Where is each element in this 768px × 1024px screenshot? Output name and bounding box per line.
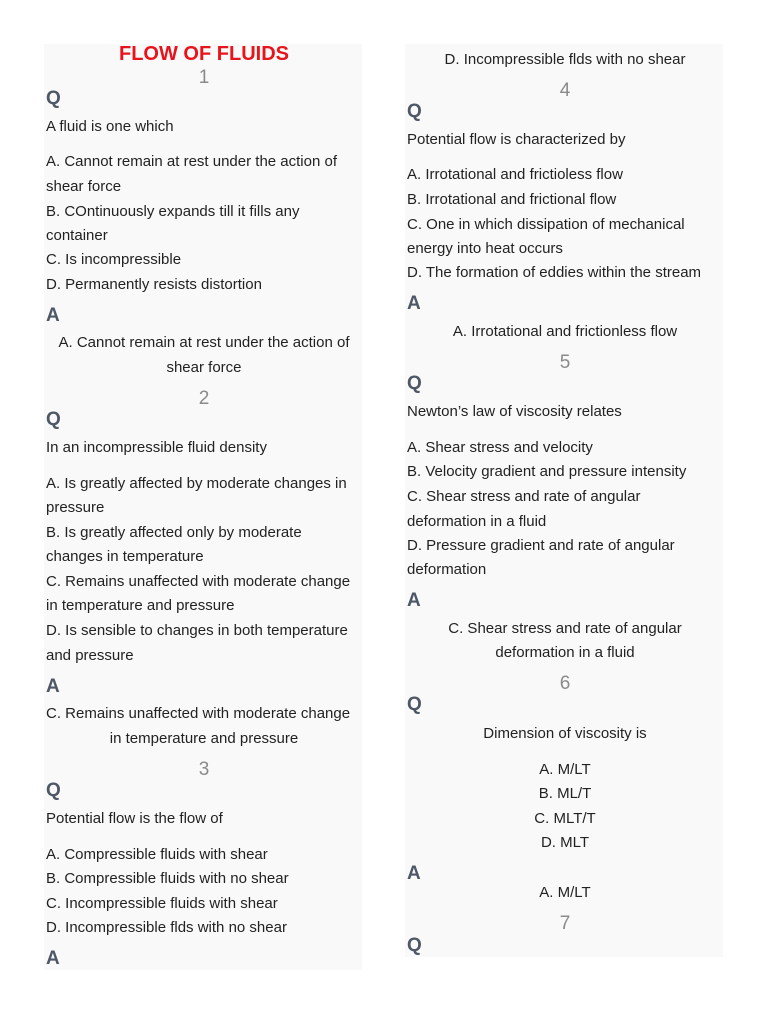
- option-line: A. M/LT: [539, 761, 591, 778]
- q-label: Q: [46, 780, 61, 801]
- q-label: Q: [407, 694, 422, 715]
- option-line: in temperature and pressure: [46, 597, 235, 614]
- option-line: D. Incompressible flds with no shear: [46, 919, 287, 936]
- option-line: C. Remains unaffected with moderate change: [46, 573, 351, 590]
- a-label: A: [46, 676, 60, 697]
- question-number: 6: [559, 673, 571, 694]
- q-label: Q: [407, 373, 422, 394]
- answer-line: shear force: [166, 359, 242, 376]
- option-line: C. MLT/T: [534, 810, 596, 827]
- option-line: A. Irrotational and frictioless flow: [407, 166, 623, 183]
- answer-line: A. Irrotational and frictionless flow: [452, 323, 678, 340]
- option-line: deformation in a fluid: [407, 513, 547, 530]
- option-line: B. Velocity gradient and pressure intensity: [407, 463, 687, 480]
- answer-line: A. Cannot remain at rest under the action of: [58, 334, 350, 351]
- answer-line: A. M/LT: [539, 884, 591, 901]
- option-line: D. MLT: [540, 834, 590, 851]
- option-line: B. ML/T: [538, 785, 592, 802]
- answer-line: deformation in a fluid: [495, 644, 635, 661]
- q-label: Q: [46, 88, 61, 109]
- q-label: Q: [46, 409, 61, 430]
- option-line: deformation: [407, 561, 487, 578]
- option-line: B. Is greatly affected only by moderate: [46, 524, 302, 541]
- answer-line: C. Remains unaffected with moderate change: [46, 705, 351, 722]
- page-title: FLOW OF FLUIDS: [119, 43, 289, 65]
- option-line: container: [46, 227, 108, 244]
- question-number: 7: [559, 913, 571, 934]
- option-line: B. Irrotational and frictional flow: [407, 191, 617, 208]
- a-label: A: [407, 863, 421, 884]
- option-line: B. Compressible fluids with no shear: [46, 870, 289, 887]
- option-line: A. Cannot remain at rest under the action of: [46, 153, 337, 170]
- option-line: and pressure: [46, 647, 134, 664]
- a-label: A: [46, 948, 60, 969]
- left-column: [44, 44, 362, 970]
- option-line: pressure: [46, 499, 105, 516]
- option-line: D. The formation of eddies within the stream: [407, 264, 702, 281]
- option-line: A. Compressible fluids with shear: [46, 846, 268, 863]
- question-number: 1: [198, 67, 210, 88]
- option-line: C. Is incompressible: [46, 251, 182, 268]
- question-text: Potential flow is the flow of: [46, 810, 223, 827]
- option-line: D. Is sensible to changes in both temperature: [46, 622, 348, 639]
- option-line: A. Is greatly affected by moderate changes in: [46, 475, 347, 492]
- a-label: A: [46, 305, 60, 326]
- option-line: C. One in which dissipation of mechanical: [407, 216, 685, 233]
- option-line: B. COntinuously expands till it fills any: [46, 203, 300, 220]
- answer-line: D. Incompressible flds with no shear: [444, 51, 686, 68]
- question-text: Potential flow is characterized by: [407, 131, 626, 148]
- question-text: A fluid is one which: [46, 118, 174, 135]
- question-number: 5: [559, 352, 571, 373]
- question-number: 2: [198, 388, 210, 409]
- option-line: shear force: [46, 178, 122, 195]
- question-text: Newton’s law of viscosity relates: [407, 403, 622, 420]
- question-number: 4: [559, 80, 571, 101]
- question-text: Dimension of viscosity is: [483, 725, 647, 742]
- option-line: changes in temperature: [46, 548, 204, 565]
- q-label: Q: [407, 101, 422, 122]
- option-line: A. Shear stress and velocity: [407, 439, 593, 456]
- option-line: D. Pressure gradient and rate of angular: [407, 537, 675, 554]
- q-label: Q: [407, 935, 422, 956]
- a-label: A: [407, 293, 421, 314]
- option-line: D. Permanently resists distortion: [46, 276, 262, 293]
- question-number: 3: [198, 759, 210, 780]
- answer-line: in temperature and pressure: [109, 730, 299, 747]
- a-label: A: [407, 590, 421, 611]
- option-line: C. Incompressible fluids with shear: [46, 895, 278, 912]
- right-column: [405, 44, 723, 957]
- option-line: C. Shear stress and rate of angular: [407, 488, 641, 505]
- answer-line: C. Shear stress and rate of angular: [448, 620, 682, 637]
- option-line: energy into heat occurs: [407, 240, 563, 257]
- question-text: In an incompressible fluid density: [46, 439, 267, 456]
